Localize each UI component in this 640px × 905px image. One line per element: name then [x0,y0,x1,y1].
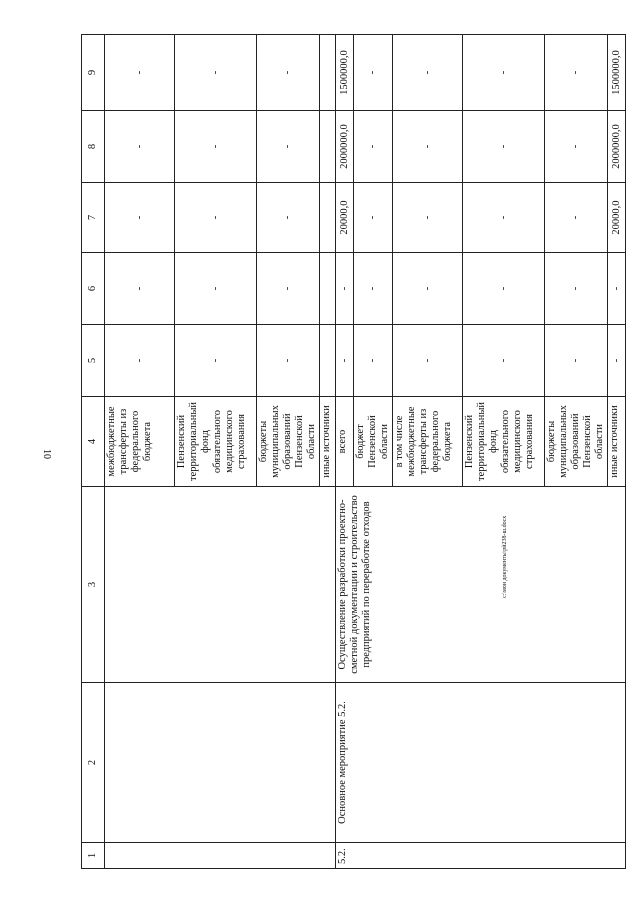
cell-value: - [175,183,257,253]
cell-value: - [336,253,354,325]
cell-value: - [105,111,175,183]
cell-value: - [105,253,175,325]
budget-table-rotated [81,35,622,869]
cell-value: - [175,111,257,183]
cell-value: - [105,325,175,397]
header-col-5: 5 [82,325,105,397]
cell-value [320,35,336,111]
cell-source: в том числе межбюджетные трансферты из федерального бюджета [393,397,463,487]
cell-value: - [175,35,257,111]
cell-value: - [608,325,626,397]
cell-source: всего [336,397,354,487]
cell-value: - [463,253,545,325]
header-row [82,35,105,869]
cell-value: 1500000,0 [336,35,354,111]
cell-value [320,253,336,325]
cell-value: - [393,325,463,397]
header-col-7: 7 [82,183,105,253]
cell-value: 20000,0 [336,183,354,253]
cell-value: - [545,325,608,397]
item-name: Основное мероприятие 5.2. [336,683,626,843]
header-col-8: 8 [82,111,105,183]
cell-value: - [354,325,393,397]
cell-value: - [545,253,608,325]
header-col-9: 9 [82,35,105,111]
cell-value [320,183,336,253]
cell-source: Пензенский территориальный фонд обязательного медицинского страхования [463,397,545,487]
cell-value: - [463,111,545,183]
cell-value: - [257,325,320,397]
cell-source: бюджеты муниципальных образований Пензенской области [257,397,320,487]
header-col-2: 2 [82,683,105,843]
cell-value: - [354,183,393,253]
table-row [105,35,175,869]
cell-value [320,111,336,183]
cell-value: 2000000,0 [336,111,354,183]
cell-value: - [257,35,320,111]
header-col-1: 1 [82,843,105,869]
cell-value: - [393,183,463,253]
cell-value: - [354,253,393,325]
cell-value: - [257,253,320,325]
cell-description-empty [105,487,336,683]
cell-value: - [354,111,393,183]
cell-source: Пензенский территориальный фонд обязательного медицинского страхования [175,397,257,487]
cell-value: - [463,325,545,397]
cell-source: бюджеты муниципальных образований Пензенской области [545,397,608,487]
cell-value: - [463,35,545,111]
cell-value: - [545,183,608,253]
cell-source: бюджет Пензенской области [354,397,393,487]
cell-value: - [354,35,393,111]
cell-value: - [105,183,175,253]
cell-source: иные источники [608,397,626,487]
cell-value: - [336,325,354,397]
table-row [336,35,354,869]
cell-value: - [257,183,320,253]
cell-name-empty [105,683,336,843]
cell-value: 1500000,0 [608,35,626,111]
cell-value: - [393,35,463,111]
cell-value: - [608,253,626,325]
cell-value: - [175,253,257,325]
cell-number-empty [105,843,336,869]
item-number: 5.2. [336,843,626,869]
cell-value: - [393,253,463,325]
cell-value: - [105,35,175,111]
cell-value: 20000,0 [608,183,626,253]
cell-value: - [393,111,463,183]
cell-value: - [175,325,257,397]
header-col-3: 3 [82,487,105,683]
cell-value: 2000000,0 [608,111,626,183]
page-number: 10 [41,449,52,459]
cell-value: - [545,35,608,111]
footer-file-path: c:\мои документы\рй238-ш.docx [502,515,508,598]
budget-table [81,34,626,869]
cell-source: межбюджетные трансферты из федерального бюджета [105,397,175,487]
cell-value: - [463,183,545,253]
cell-source: иные источники [320,397,336,487]
header-col-6: 6 [82,253,105,325]
item-description: Осуществление разработки проектно-сметной документации и строительство предприятий по переработке отходов [336,487,626,683]
cell-value [320,325,336,397]
cell-value: - [545,111,608,183]
header-col-4: 4 [82,397,105,487]
cell-value: - [257,111,320,183]
